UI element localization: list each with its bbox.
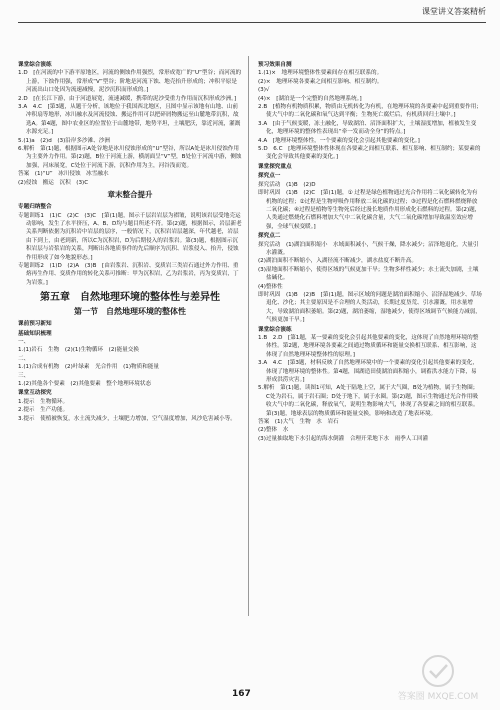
- answer-item: (3)过量抽取地下水引起的海水倒灌 合理开采地下水 雨季人工回灌: [258, 435, 429, 442]
- running-header: 课堂讲义答案精析: [422, 7, 486, 16]
- answer-item: 2.D [在长江下游，由于河道展宽，流速减缓，携带的泥沙受重力作用而沉积形成沙洲。]: [18, 95, 237, 102]
- answer-item: 1.(2)其他各个要素 (2)其他要素 整个地理环境状态: [18, 381, 152, 387]
- answer-item: 5.(1)a (2)d (3)沿岸多沙滩、沙洲: [18, 137, 111, 144]
- chapter-review-title: 章末整合提升: [107, 190, 153, 200]
- answer-item: 1.B 2.D [第1题，某一要素的变化会引起其他要素的变化，这体现了自然地理环境的整体性。第2题，地理环境各要素之间通过物质循环和能量交换相互联系、相互影响，这体现了自然地理环境整体性的原理。]: [258, 335, 479, 358]
- answer-item: 3.A [由于气候变暖，冻土融化，导致湖泊、沼泽面积扩大，土壤湿度增加，植被发生变化，地理环境的整体性表现出“牵一发而动全身”的特点。]: [258, 120, 477, 136]
- answer-item: 5.D 6.C [地理环境整体性体现在各要素之间相互联系、相互影响、相互制约；某要素的变化会导致其他要素的变化。]: [258, 146, 481, 161]
- answer-item: 一、: [18, 338, 30, 345]
- section-heading: 课前预习新知: [18, 321, 52, 328]
- right-column: [258, 60, 482, 443]
- answer-item: (2)× 地理环境各要素之间相互影响、相互制约。: [258, 78, 383, 85]
- answer-item: 即时巩固 (1)B (2)B [第(1)题，图示区域的问题是湖泊面积缩小、沼泽湿地减少、草场退化、沙化；其主要原因是不合理的人类活动，长期过度垦荒、引水灌溉，用水量增大，导致湖泊面积萎缩。第(2)题，湖泊萎缩，湿地减少，使得区域调节气候能力减弱，气候更加干旱。]: [258, 291, 482, 324]
- section-heading: 课堂综合演练: [18, 62, 52, 68]
- header-rule: [18, 22, 486, 23]
- watermark-logo: [390, 652, 486, 702]
- answer-item: (3)湿地面积不断缩小，使得区域的气候更加干旱；生物多样性减少；水土流失加剧，土壤盐碱化。: [258, 266, 479, 282]
- answer-item: 1.(1)合成有机物 (2)叶绿素 光合作用 (1)物质和能量: [18, 364, 159, 371]
- answer-item: 探究活动 (1)B (2)D: [258, 181, 316, 188]
- answer-item: 答案 (1)大气 生物 水 岩石: [258, 419, 339, 426]
- answer-item: (2)侵蚀 搬运 沉积 (3)C: [18, 179, 89, 186]
- answer-item: 专题训练2 (1)D (2)A (3)B [由岩浆岩、沉积岩、变质岩三类岩石通过外力作用、重熔再生作用、变质作用的转化关系可推断：甲为沉积岩，乙为岩浆岩，丙为变质岩，丁为岩浆。]: [18, 262, 239, 286]
- answer-item: (2)整体 水: [258, 427, 289, 434]
- answer-item: 6.解析 第(1)题，根据图示A处谷地是冰川侵蚀形成的“U”型谷，所以A处是冰川侵蚀作用为主要外力作用。第(2)题，B位于河流上游，横剖面呈“V”型，B处位于河流中游，侧蚀加强，河床展宽，C处位于河流下游，沉积作用为主，河谷浅而宽。: [18, 146, 242, 169]
- answer-item: (4)整体性: [258, 283, 283, 290]
- chapter-title: 第五章 自然地理环境的整体性与差异性: [40, 292, 220, 304]
- answer-item: 2.提示 生产功能。: [18, 407, 69, 414]
- section-heading: 探究点一: [258, 173, 281, 180]
- section-title: 第一节 自然地理环境的整体性: [74, 307, 186, 317]
- answer-item: 4.A [地理环境整体性，一个要素的变化会引起其他要素的变化。]: [258, 137, 420, 144]
- watermark-graphic: [390, 652, 486, 690]
- answer-item: 1.D [在河流的中下游平原地区，河流的侧蚀作用强烈，常形成宽广的“U”型谷；而河流的上游，下蚀作用强，常形成“V”型谷；阶地是河流下蚀、地壳抬升形成的；冲积平原是河流出山口处因为流速减慢，泥沙沉积而形成的。]: [18, 70, 242, 94]
- answer-item: 二、: [18, 355, 30, 362]
- section-heading: 课堂探究重点: [258, 163, 292, 170]
- section-heading: 探究点二: [258, 233, 281, 240]
- answer-item: 2.B [植物有机物质积累，物质由无机转化为有机，在地理环境的各要素中起到重要作用；使大气中的二氧化碳和氧气达到平衡；生物死亡腐烂后，有机质回归土壤中。]: [258, 104, 482, 119]
- section-heading: 预习效果自测: [258, 62, 292, 68]
- answer-item: (3)√: [258, 87, 270, 94]
- answer-item: 即时巩固 (1)B (2)C [第(1)题，① 过程是绿色植物通过光合作用将二氧化碳转化为有机物的过程；②过程是生物呼吸作用释放二氧化碳的过程；③过程是化石燃料燃烧释放二氧化碳；④过程是植物等生物死后经过漫长地质作用形成化石燃料的过程。第(2)题，人类通过燃烧化石燃料增加大气中二氧化碳含量，大气二氧化碳增加导致温室效应增强，全球气候变暖。]: [258, 190, 481, 230]
- answer-item: 探究活动 (1)湖泊面积缩小 水域面积减小，气候干燥，降水减少；沼泽地退化，大量引水灌溉。: [258, 241, 479, 256]
- section-heading: 课堂综合演练: [258, 326, 292, 333]
- answer-item: (4)× [湖泊是一个完整的自然地理系统。]: [258, 95, 362, 102]
- page-number: 167: [232, 689, 251, 699]
- answer-item: 答案 (1)“U” 冰川侵蚀 冰雪融水: [18, 171, 109, 178]
- left-column: [18, 60, 242, 423]
- answer-item: 1.提示 生物循环。: [18, 398, 69, 405]
- answer-item: 1.(1)岩石 生物 (2)(1)生物循环 (2)能量交换: [18, 347, 139, 354]
- answer-item: 5.解析 第(1)题，读图1可知，A处于陆地上空，属于大气圈，B处为植物，属于生物圈；C处为岩石，属于岩石圈；D处于地下，属于水圈。第(2)题，图示生物通过光合作用吸收大气中的二氧化碳，释放氧气，说明生物影响大气，体现了各要素之间的相互联系。第(3)题，地球表层的物质循环和能量交换，影响和改造了地表环境。: [258, 385, 479, 417]
- answer-item: 3.A 4.C [第3题，从题干分析，该地位于我国西北地区，且图中显示该地有山地、山前冲积扇等地形，冰川融水及河流侵蚀、搬运作用可以把碎屑物搬运至山麓地带沉积，故选A。第4题，图中农业区的位置位于山麓地带，地势平坦，土壤肥沃，靠近河流，灌溉水源充足。]: [18, 104, 241, 136]
- column-divider: [248, 56, 249, 616]
- answer-item: 1.(1)× 地理环境整体性要素间存在相互联系的。: [258, 70, 383, 77]
- section-heading: 课堂互动探究: [18, 390, 52, 397]
- answer-item: 三、: [18, 372, 30, 379]
- watermark-text: 答案圈 MXQE.COM: [397, 692, 479, 702]
- answer-item: (2)湖泊面积不断缩小，入湖径流不断减少，湖水盐度不断升高。: [258, 258, 417, 265]
- answer-item: 专题训练1 (1)C (2)C (3)C [第(1)题，图示千层岩岩层为褶皱，说明该岩层受地壳运动影响，发生了水平挤压，A、B、D均与题目所述不符。第(2)题，根据图示，岩层新老关系判断依据为沉积岩中岩层的层序，一般情况下，沉积岩岩层越深，年代越老，岩层由下到上，由老到新，所以C为沉积岩，D为后期侵入的岩浆岩。第(3)题，根据图示沉积岩层与岩浆岩的关系，判断出各地质事件的先后顺序为沉积、岩浆侵入、抬升，侵蚀作用形成了如今地貌形态。]: [18, 212, 242, 261]
- section-heading: 专题归纳整合: [18, 204, 52, 211]
- answer-item: 3.提示 使植被恢复，水土流失减少，土壤肥力增加，空气湿度增加，风沙危害减小等。: [18, 415, 236, 422]
- section-heading: 基础知识梳理: [18, 330, 52, 337]
- answer-item: 3.A 4.C [第3题，材料反映了自然地理环境中的一个要素的变化引起其他要素的变化，体现了地理环境的整体性。第4题，围湖造田使湖泊面积缩小，调蓄洪水能力下降，易形成洪涝灾害。]: [258, 360, 478, 384]
